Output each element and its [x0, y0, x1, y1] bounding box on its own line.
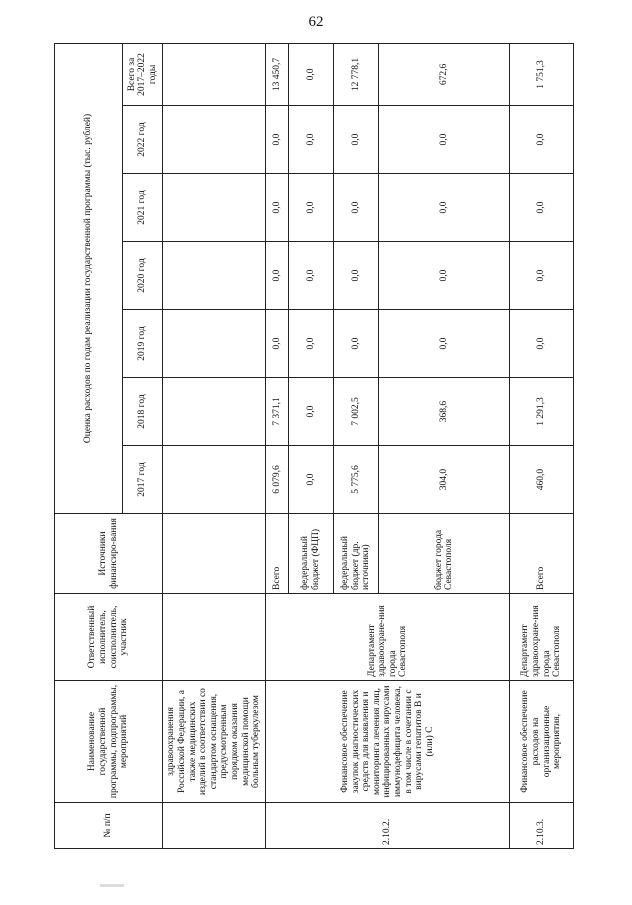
rotated-table-wrapper — [54, 44, 574, 849]
cell-empty — [163, 174, 266, 242]
cell-value: 12 778,1 — [333, 43, 378, 105]
cell-value: 0,0 — [333, 106, 378, 174]
cell-empty — [163, 310, 266, 378]
cell-source: Всего — [266, 514, 289, 594]
cell-value: 0,0 — [266, 242, 289, 310]
header-row — [55, 43, 123, 848]
cell-source: федеральный бюджет (др. источники) — [333, 514, 378, 594]
table-row — [266, 43, 289, 848]
cell-value: 0,0 — [333, 310, 378, 378]
cell-value: 0,0 — [288, 242, 333, 310]
cell-value: 0,0 — [379, 174, 510, 242]
cell-value: 1 751,3 — [510, 43, 574, 105]
cell-value: 460,0 — [510, 446, 574, 514]
cell-num: 2.10.3. — [510, 803, 574, 849]
header-year: 2021 год — [123, 174, 163, 242]
financing-table — [54, 43, 574, 849]
cell-value: 6 079,6 — [266, 446, 289, 514]
cell-value: 7 002,5 — [333, 378, 378, 446]
header-year: 2018 год — [123, 378, 163, 446]
header-year: 2017 год — [123, 446, 163, 514]
cell-executor: Департамент здравоохране-ния города Севастополя — [510, 594, 574, 681]
cell-empty — [163, 106, 266, 174]
cell-num — [163, 803, 266, 849]
header-name: Наименование государственной программы, подпрограммы, мероприятий — [55, 681, 163, 803]
scan-artifact — [100, 884, 124, 887]
cell-value: 0,0 — [288, 106, 333, 174]
cell-source: федеральный бюджет (ФЦП) — [288, 514, 333, 594]
cell-source: Всего — [510, 514, 574, 594]
cell-num: 2.10.2. — [266, 803, 510, 849]
table-row — [163, 43, 266, 848]
table-row — [510, 43, 574, 848]
header-year: 2019 год — [123, 310, 163, 378]
cell-value: 5 775,6 — [333, 446, 378, 514]
cell-value: 0,0 — [288, 310, 333, 378]
header-year: 2020 год — [123, 242, 163, 310]
cell-value: 13 450,7 — [266, 43, 289, 105]
cell-value: 0,0 — [288, 43, 333, 105]
cell-value: 0,0 — [510, 242, 574, 310]
cell-empty — [163, 378, 266, 446]
cell-value: 0,0 — [333, 242, 378, 310]
cell-name: Финансовое обеспечение закупок диагностических средств для выявления и мониторинга лечения лиц, инфицированных вирусами иммунодефицита человека, в том числе в сочетании с вирусами гепатитов B и (или) C — [266, 681, 510, 803]
cell-value: 0,0 — [266, 310, 289, 378]
header-executor: Ответственный исполнитель, соисполнитель, участник — [55, 594, 163, 681]
cell-value: 0,0 — [510, 310, 574, 378]
cell-executor — [163, 594, 266, 681]
cell-value: 0,0 — [288, 378, 333, 446]
cell-name: Финансовое обеспечение расходов на организационные мероприятия, — [510, 681, 574, 803]
cell-value: 0,0 — [288, 174, 333, 242]
cell-value: 0,0 — [266, 174, 289, 242]
cell-value: 304,0 — [379, 446, 510, 514]
cell-value: 0,0 — [266, 106, 289, 174]
header-estimate: Оценка расходов по годам реализации государственной программы (тыс. рублей) — [55, 43, 123, 513]
cell-value: 368,6 — [379, 378, 510, 446]
header-num: № п/п — [55, 803, 163, 849]
cell-value: 0,0 — [333, 174, 378, 242]
cell-value: 0,0 — [379, 242, 510, 310]
header-source: Источники финансиро-вания — [55, 514, 163, 594]
cell-value: 0,0 — [379, 106, 510, 174]
cell-empty — [163, 43, 266, 105]
cell-empty — [163, 242, 266, 310]
cell-value: 0,0 — [379, 310, 510, 378]
cell-value: 0,0 — [288, 446, 333, 514]
cell-value: 0,0 — [510, 106, 574, 174]
header-year-total: Всего за 2017–2022 годы — [123, 43, 163, 105]
cell-executor: Департамент здравоохране-ния города Севастополя — [266, 594, 510, 681]
header-year: 2022 год — [123, 106, 163, 174]
cell-value: 0,0 — [510, 174, 574, 242]
cell-empty — [163, 446, 266, 514]
cell-value: 7 371,1 — [266, 378, 289, 446]
cell-name-continuation: здравоохранения Российской Федерации, а также медицинских изделий в соответствии со стандартом оснащения, предусмотренным порядком оказания медицинской помощи больным туберкулезом — [163, 681, 266, 803]
cell-source — [163, 514, 266, 594]
page-number: 62 — [308, 14, 324, 30]
cell-value: 1 291,3 — [510, 378, 574, 446]
cell-value: 672,6 — [379, 43, 510, 105]
cell-source: бюджет города Севастополя — [379, 514, 510, 594]
